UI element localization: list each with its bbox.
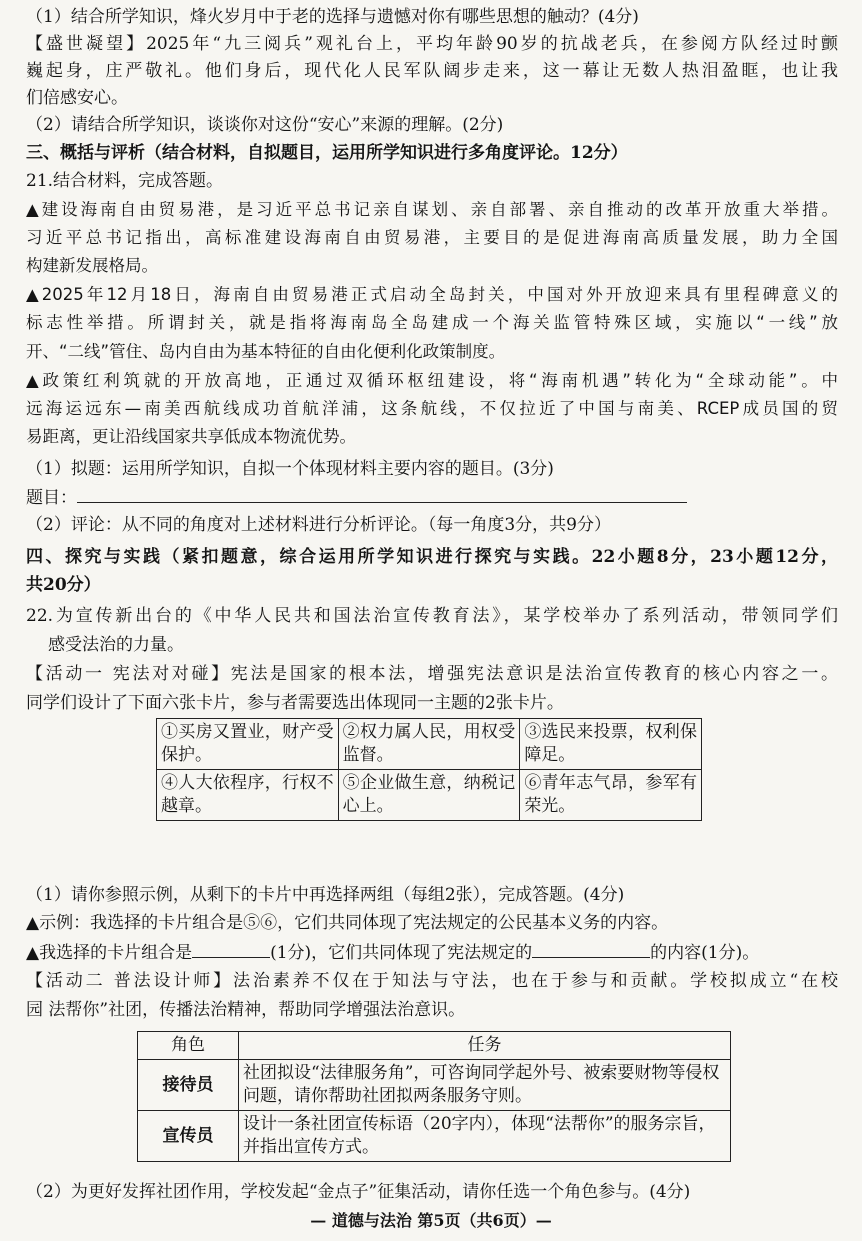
page-footer: — 道德与法治 第5页（共6页）— — [310, 1211, 552, 1230]
card: ⑤企业做生意，纳税记心上。 — [338, 770, 520, 821]
material-paragraph: 远海运远东—南美西航线成功首航洋浦，这条航线，不仅拉近了中国与南美、RCEP成员国的贸 — [26, 399, 838, 418]
material-paragraph: ▲2025年12月18日，海南自由贸易港正式启动全岛封关，中国对外开放迎来具有里程碑意义的 — [26, 285, 838, 304]
role-name: 宣传员 — [138, 1111, 239, 1162]
activity-2: 园 法帮你”社团，传播法治精神，帮助同学增强法治意识。 — [26, 1000, 466, 1020]
material-line: 们倍感安心。 — [26, 88, 128, 108]
choice-line — [26, 941, 838, 964]
material-paragraph: 易距离，更让沿线国家共享低成本物流优势。 — [26, 427, 356, 446]
question-22-2: （2）为更好发挥社团作用，学校发起“金点子”征集活动，请你任选一个角色参与。(4分) — [26, 1182, 691, 1202]
material-paragraph: ▲建设海南自由贸易港，是习近平总书记亲自谋划、亲自部署、亲自推动的改革开放重大举措。 — [26, 200, 838, 219]
role-task: 设计一条社团宣传标语（20字内），体现“法帮你”的服务宗旨，并指出宣传方式。 — [239, 1111, 731, 1162]
section-4-heading: 四、探究与实践（紧扣题意，综合运用所学知识进行探究与实践。22小题8分，23小题12分， — [26, 547, 838, 567]
card-combo-blank[interactable] — [192, 941, 270, 958]
material-paragraph: 标志性举措。所谓封关，就是指将海南岛全岛建成一个海关监管特殊区域，实施以“一线”放 — [26, 313, 838, 332]
role-name: 接待员 — [138, 1060, 239, 1111]
card: ②权力属人民，用权受监督。 — [338, 719, 520, 770]
material-paragraph: 开、“二线”管住、岛内自由为基本特征的自由化便利化政策制度。 — [26, 342, 506, 361]
table-header-role: 角色 — [138, 1032, 239, 1060]
activity-1: 【活动一 宪法对对碰】宪法是国家的根本法，增强宪法意识是法治宣传教育的核心内容之一。 — [26, 664, 838, 684]
card-table — [156, 718, 702, 821]
question-22: 感受法治的力量。 — [48, 635, 184, 655]
material-heading-line: 【盛世凝望】2025年“九三阅兵”观礼台上，平均年龄90岁的抗战老兵，在参阅方队经过时颤 — [26, 34, 838, 54]
role-task-table — [137, 1031, 731, 1162]
example-line: ▲示例：我选择的卡片组合是⑤⑥，它们共同体现了宪法规定的公民基本义务的内容。 — [26, 913, 669, 933]
card: ③选民来投票，权利保障足。 — [520, 719, 702, 770]
question-21-1: （1）拟题：运用所学知识，自拟一个体现材料主要内容的题目。(3分) — [26, 459, 554, 479]
material-paragraph: 习近平总书记指出，高标准建设海南自由贸易港，主要目的是促进海南高质量发展，助力全国 — [26, 228, 838, 247]
question-2: （2）请结合所学知识，谈谈你对这份“安心”来源的理解。(2分) — [26, 115, 504, 135]
content-blank[interactable] — [532, 941, 650, 958]
question-22: 22.为宣传新出台的《中华人民共和国法治宣传教育法》，某学校举办了系列活动，带领同学们 — [26, 606, 838, 626]
card: ①买房又置业，财产受保护。 — [157, 719, 339, 770]
activity-2: 【活动二 普法设计师】法治素养不仅在于知法与守法，也在于参与和贡献。学校拟成立“在校 — [26, 971, 838, 991]
choice-text: 的内容(1分)。 — [650, 943, 760, 963]
table-header-task: 任务 — [239, 1032, 731, 1060]
question-22-1: （1）请你参照示例，从剩下的卡片中再选择两组（每组2张），完成答题。(4分) — [26, 885, 625, 905]
material-paragraph: 构建新发展格局。 — [26, 256, 158, 275]
material-line: 巍起身，庄严敬礼。他们身后，现代化人民军队阔步走来，这一幕让无数人热泪盈眶，也让我 — [26, 61, 838, 81]
material-paragraph: ▲政策红利筑就的开放高地，正通过双循环枢纽建设，将“海南机遇”转化为“全球动能”。中 — [26, 371, 838, 390]
section-3-heading: 三、概括与评析（结合材料，自拟题目，运用所学知识进行多角度评论。12分） — [26, 143, 628, 163]
title-blank[interactable] — [77, 486, 687, 503]
activity-1: 同学们设计了下面六张卡片，参与者需要选出体现同一主题的2张卡片。 — [26, 693, 564, 713]
role-task: 社团拟设“法律服务角”，可咨询同学起外号、被索要财物等侵权问题，请你帮助社团拟两条服务守则。 — [239, 1060, 731, 1111]
section-4-heading: 共20分） — [26, 575, 101, 595]
question-21: 21.结合材料，完成答题。 — [26, 171, 224, 191]
card: ⑥青年志气昂，参军有荣光。 — [520, 770, 702, 821]
card: ④人大依程序，行权不越章。 — [157, 770, 339, 821]
question-1: （1）结合所学知识，烽火岁月中于老的选择与遗憾对你有哪些思想的触动？(4分) — [26, 7, 639, 27]
title-label: 题目： — [26, 488, 77, 508]
title-answer-line — [26, 486, 838, 509]
question-21-2: （2）评论：从不同的角度对上述材料进行分析评论。（每一角度3分，共9分） — [26, 515, 611, 535]
choice-text: (1分)，它们共同体现了宪法规定的 — [270, 943, 533, 963]
choice-text: ▲我选择的卡片组合是 — [26, 943, 193, 963]
